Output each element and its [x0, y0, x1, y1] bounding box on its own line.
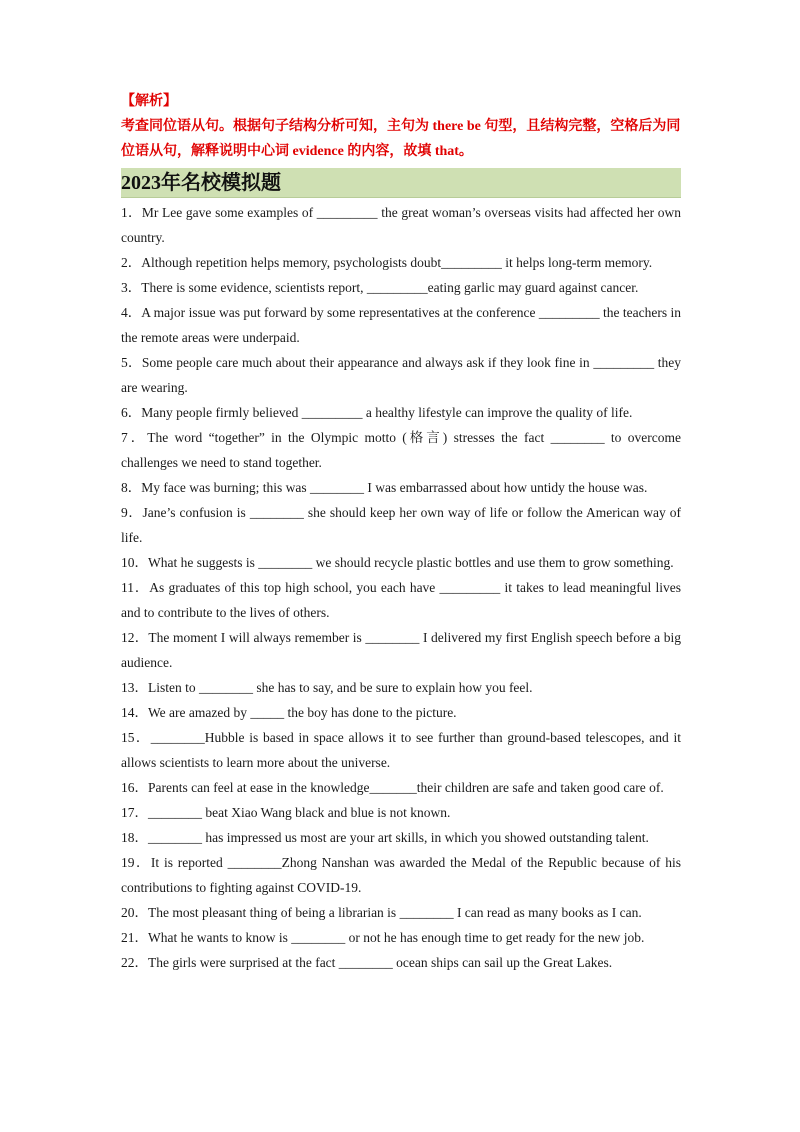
question-item: 4．A major issue was put forward by some representatives at the conference _________ the teachers in the remote areas were underpaid. — [121, 305, 681, 345]
question-item: 11．As graduates of this top high school, you each have _________ it takes to lead meaningful lives and to contribute to the lives of others. — [121, 580, 681, 620]
question-item: 22．The girls were surprised at the fact ________ ocean ships can sail up the Great Lakes. — [121, 955, 613, 970]
question-item: 19．It is reported ________Zhong Nanshan was awarded the Medal of the Republic because of his contributions to fighting against COVID-19. — [121, 855, 681, 895]
section-header: 2023年名校模拟题 — [121, 168, 681, 198]
question-item: 15．________Hubble is based in space allows it to see further than ground-based telescopes, and it allows scientists to learn more about the universe. — [121, 730, 681, 770]
question-item: 13．Listen to ________ she has to say, and be sure to explain how you feel. — [121, 680, 533, 695]
question-item: 10．What he suggests is ________ we should recycle plastic bottles and use them to grow something. — [121, 555, 674, 570]
question-list — [121, 200, 681, 975]
question-item: 3．There is some evidence, scientists report, _________eating garlic may guard against cancer. — [121, 280, 639, 295]
question-item: 6．Many people firmly believed _________ a healthy lifestyle can improve the quality of life. — [121, 405, 633, 420]
question-item: 21．What he wants to know is ________ or not he has enough time to get ready for the new job. — [121, 930, 645, 945]
question-item: 17．________ beat Xiao Wang black and blue is not known. — [121, 805, 451, 820]
question-item: 12．The moment I will always remember is ________ I delivered my first English speech before a big audience. — [121, 630, 681, 670]
question-item: 1．Mr Lee gave some examples of _________ the great woman’s overseas visits had affected her own country. — [121, 205, 681, 245]
question-item: 16．Parents can feel at ease in the knowledge_______their children are safe and taken good care of. — [121, 780, 664, 795]
question-item: 20．The most pleasant thing of being a librarian is ________ I can read as many books as I can. — [121, 905, 642, 920]
question-item: 2．Although repetition helps memory, psychologists doubt_________ it helps long-term memory. — [121, 255, 653, 270]
analysis-title: 【解析】 — [121, 94, 177, 109]
analysis-body: 考查同位语从句。根据句子结构分析可知，主句为 there be 句型，且结构完整，空格后为同位语从句，解释说明中心词 evidence 的内容，故填 that。 — [121, 119, 681, 159]
question-item: 9．Jane’s confusion is ________ she should keep her own way of life or follow the American way of life. — [121, 505, 681, 545]
question-item: 14．We are amazed by _____ the boy has done to the picture. — [121, 705, 457, 720]
question-item: 18．________ has impressed us most are your art skills, in which you showed outstanding talent. — [121, 830, 649, 845]
question-item: 7．The word “together” in the Olympic motto (格言) stresses the fact ________ to overcome challenges we need to stand together. — [121, 430, 681, 470]
question-item: 5．Some people care much about their appearance and always ask if they look fine in _________ they are wearing. — [121, 355, 681, 395]
question-item: 8．My face was burning; this was ________ I was embarrassed about how untidy the house was. — [121, 480, 648, 495]
document-page — [121, 92, 681, 975]
